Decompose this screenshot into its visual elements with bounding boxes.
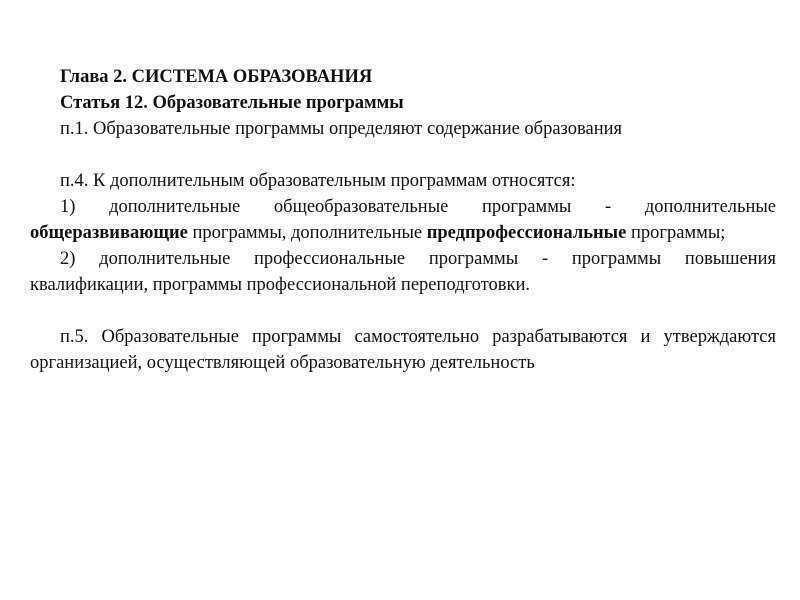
paragraph-1: п.1. Образовательные программы определяют содержание образования	[60, 119, 623, 139]
paragraph-5: п.5. Образовательные программы самостоятельно разрабатываются и утверждаются организацией, осуществляющей образовательную деятельность	[30, 327, 776, 373]
article-heading: Статья 12. Образовательные программы	[60, 93, 404, 113]
item-1-middle: программы, дополнительные	[187, 223, 427, 243]
paragraph-4-item-1	[30, 194, 776, 246]
paragraph-4-item-2: 2) дополнительные профессиональные программы - программы повышения квалификации, программы профессиональной переподготовки.	[30, 249, 776, 295]
chapter-heading: Глава 2. СИСТЕМА ОБРАЗОВАНИЯ	[60, 67, 373, 87]
item-1-prefix: 1) дополнительные общеобразовательные программы - дополнительные	[60, 197, 776, 217]
item-1-bold-term-2: предпрофессиональные	[426, 223, 627, 243]
item-1-bold-term-1: общеразвивающие	[30, 223, 188, 243]
spacer	[30, 298, 776, 324]
paragraph-4-intro: п.4. К дополнительным образовательным программам относятся:	[60, 171, 576, 191]
spacer	[30, 142, 776, 168]
item-1-suffix: программы;	[626, 223, 726, 243]
